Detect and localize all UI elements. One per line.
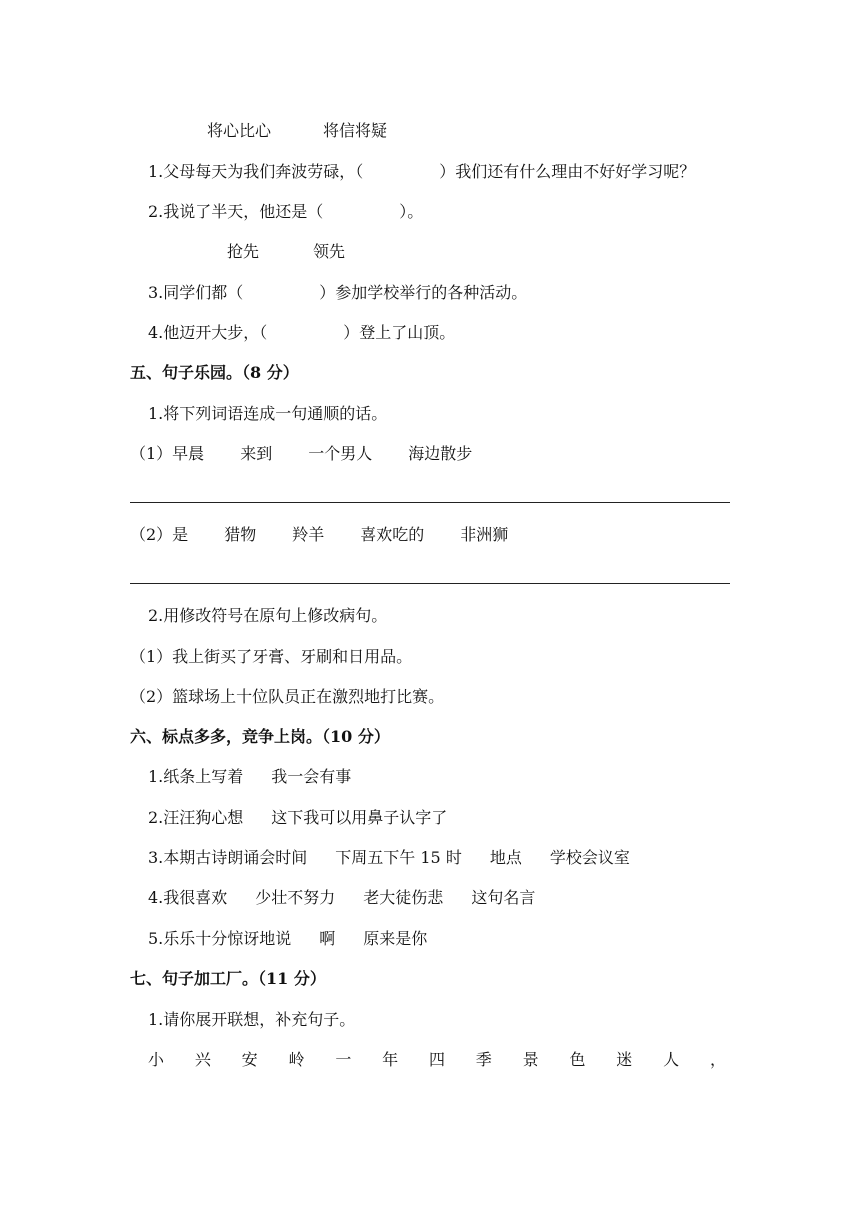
question-prompt: 1.将下列词语连成一句通顺的话。 <box>148 404 388 423</box>
punctuation-item: 5.乐乐十分惊讶地说 啊 原来是你 <box>148 929 428 948</box>
word-option: 领先 <box>313 242 346 261</box>
sentence-item: （2）篮球场上十位队员正在激烈地打比赛。 <box>130 687 445 706</box>
word-list: （1）早晨 来到 一个男人 海边散步 <box>130 444 473 463</box>
question-prompt: 2.用修改符号在原句上修改病句。 <box>148 606 388 625</box>
word-list: （2）是 猎物 羚羊 喜欢吃的 非洲狮 <box>130 525 509 544</box>
section-heading: 七、句子加工厂。（11 分） <box>130 969 326 988</box>
word-choice-pair <box>207 121 387 141</box>
section-heading: 六、标点多多，竞争上岗。（10 分） <box>130 727 390 746</box>
fill-blank-question: 4.他迈开大步，（ ）登上了山顶。 <box>148 323 456 342</box>
punctuation-item: 4.我很喜欢 少壮不努力 老大徒伤悲 这句名言 <box>148 888 536 907</box>
section-heading: 五、句子乐园。（8 分） <box>130 363 299 382</box>
word-option: 将心比心 <box>207 121 272 140</box>
word-choice-pair <box>227 242 345 262</box>
word-option: 将信将疑 <box>323 121 388 140</box>
punctuation-item: 3.本期古诗朗诵会时间 下周五下午 15 时 地点 学校会议室 <box>148 848 630 867</box>
fill-blank-question: 3.同学们都（ ）参加学校举行的各种活动。 <box>148 283 528 302</box>
sentence-item: （1）我上街买了牙膏、牙刷和日用品。 <box>130 647 413 666</box>
punctuation-item: 1.纸条上写着 我一会有事 <box>148 767 352 786</box>
justified-sentence: 小 兴 安 岭 一 年 四 季 景 色 迷 人 ， <box>148 1050 726 1069</box>
answer-line[interactable] <box>130 583 730 584</box>
answer-line[interactable] <box>130 502 730 503</box>
fill-blank-question: 2.我说了半天，他还是（ ）。 <box>148 202 424 221</box>
word-option: 抢先 <box>227 242 260 261</box>
fill-blank-question: 1.父母每天为我们奔波劳碌，（ ）我们还有什么理由不好好学习呢？ <box>148 162 696 181</box>
punctuation-item: 2.汪汪狗心想 这下我可以用鼻子认字了 <box>148 808 448 827</box>
question-prompt: 1.请你展开联想，补充句子。 <box>148 1010 356 1029</box>
